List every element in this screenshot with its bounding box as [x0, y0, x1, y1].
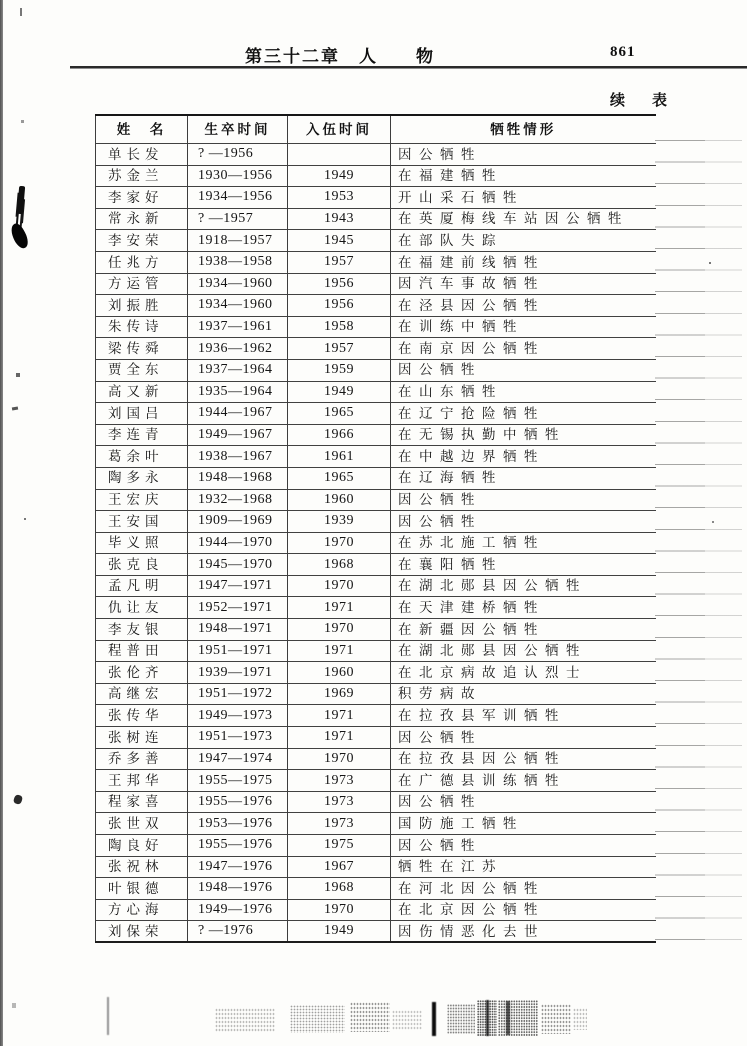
cell-name: 刘振胜 [96, 295, 188, 317]
scan-noise [350, 1002, 390, 1032]
scan-noise [392, 1010, 422, 1030]
cell-lifespan: 1955—1975 [188, 770, 288, 792]
cell-circumstance: 因公牺牲 [391, 835, 656, 857]
cell-circumstance: 在辽宁抢险牺牲 [391, 403, 656, 425]
cell-lifespan: 1947—1974 [188, 748, 288, 770]
scan-speck [16, 373, 20, 377]
cell-enlistment: 1970 [288, 748, 391, 770]
cell-circumstance: 在福建前线牺牲 [391, 251, 656, 273]
cell-lifespan: ? —1956 [188, 144, 288, 166]
cell-name: 程普田 [96, 640, 188, 662]
cell-lifespan: 1934—1956 [188, 187, 288, 209]
cell-name: 梁传舜 [96, 338, 188, 360]
cell-name: 任兆方 [96, 251, 188, 273]
cell-circumstance: 在广德县训练牺牲 [391, 770, 656, 792]
table-row [96, 381, 656, 403]
cell-name: 高又新 [96, 381, 188, 403]
row-rule-extension-faint [705, 140, 742, 943]
table-row [96, 467, 656, 489]
cell-enlistment: 1945 [288, 230, 391, 252]
cell-lifespan: 1937—1964 [188, 359, 288, 381]
cell-circumstance: 在襄阳牺牲 [391, 554, 656, 576]
table-row [96, 208, 656, 230]
cell-circumstance: 在河北因公牺牲 [391, 878, 656, 900]
cell-enlistment: 1959 [288, 359, 391, 381]
table-row [96, 295, 656, 317]
cell-circumstance: 开山采石牺牲 [391, 187, 656, 209]
cell-name: 仇让友 [96, 597, 188, 619]
continued-table-label: 续 表 [610, 93, 674, 109]
cell-name: 高继宏 [96, 683, 188, 705]
cell-circumstance: 在拉孜县军训牺牲 [391, 705, 656, 727]
cell-circumstance: 因公牺牲 [391, 727, 656, 749]
cell-name: 常永新 [96, 208, 188, 230]
cell-name: 张克良 [96, 554, 188, 576]
table-row [96, 273, 656, 295]
cell-lifespan: 1934—1960 [188, 295, 288, 317]
scan-noise [447, 1004, 475, 1034]
table-row [96, 640, 656, 662]
scan-speck [13, 794, 24, 805]
cell-lifespan: 1948—1968 [188, 467, 288, 489]
cell-lifespan: 1948—1976 [188, 878, 288, 900]
cell-name: 陶良好 [96, 835, 188, 857]
cell-circumstance: 在北京病故追认烈士 [391, 662, 656, 684]
cell-name: 张祝林 [96, 856, 188, 878]
cell-enlistment: 1939 [288, 511, 391, 533]
cell-enlistment: 1960 [288, 662, 391, 684]
table-row [96, 770, 656, 792]
cell-enlistment: 1965 [288, 467, 391, 489]
cell-circumstance: 在英厦梅线车站因公牺牲 [391, 208, 656, 230]
cell-name: 程家喜 [96, 791, 188, 813]
table-row [96, 316, 656, 338]
scan-noise-bar [486, 1000, 489, 1036]
cell-name: 毕义照 [96, 532, 188, 554]
cell-circumstance: 国防施工牺牲 [391, 813, 656, 835]
scan-speck [12, 407, 18, 411]
cell-lifespan: 1951—1971 [188, 640, 288, 662]
cell-lifespan: 1937—1961 [188, 316, 288, 338]
scan-noise [498, 1000, 538, 1036]
cell-lifespan: 1947—1971 [188, 575, 288, 597]
page-number: 861 [610, 44, 636, 60]
cell-name: 孟凡明 [96, 575, 188, 597]
cell-lifespan: 1949—1973 [188, 705, 288, 727]
cell-lifespan: 1932—1968 [188, 489, 288, 511]
scan-noise [541, 1004, 571, 1034]
scan-ink-blot [17, 186, 25, 214]
cell-name: 乔多善 [96, 748, 188, 770]
cell-circumstance: 在部队失踪 [391, 230, 656, 252]
cell-lifespan: 1938—1958 [188, 251, 288, 273]
cell-name: 刘国吕 [96, 403, 188, 425]
cell-circumstance: 因公牺牲 [391, 144, 656, 166]
table-row [96, 403, 656, 425]
cell-lifespan: 1930—1956 [188, 165, 288, 187]
cell-enlistment: 1971 [288, 640, 391, 662]
cell-name: 方心海 [96, 899, 188, 921]
table-row [96, 511, 656, 533]
table-row [96, 554, 656, 576]
cell-name: 李连青 [96, 424, 188, 446]
cell-lifespan: 1951—1973 [188, 727, 288, 749]
cell-enlistment: 1943 [288, 208, 391, 230]
cell-lifespan: 1909—1969 [188, 511, 288, 533]
scan-noise [290, 1005, 345, 1033]
cell-name: 单长发 [96, 144, 188, 166]
table-row [96, 597, 656, 619]
table-row [96, 856, 656, 878]
cell-enlistment: 1958 [288, 316, 391, 338]
cell-name: 张传华 [96, 705, 188, 727]
cell-name: 王安国 [96, 511, 188, 533]
table-row [96, 446, 656, 468]
cell-name: 苏金兰 [96, 165, 188, 187]
table-row [96, 921, 656, 943]
table-row [96, 359, 656, 381]
table-row [96, 705, 656, 727]
cell-enlistment: 1961 [288, 446, 391, 468]
cell-name: 叶银德 [96, 878, 188, 900]
table-row [96, 835, 656, 857]
table-row [96, 878, 656, 900]
table-header-row [96, 115, 656, 144]
cell-name: 李安荣 [96, 230, 188, 252]
cell-circumstance: 因公牺牲 [391, 511, 656, 533]
cell-circumstance: 在山东牺牲 [391, 381, 656, 403]
cell-name: 陶多永 [96, 467, 188, 489]
cell-enlistment: 1965 [288, 403, 391, 425]
cell-lifespan: 1949—1976 [188, 899, 288, 921]
column-header-circumstance: 牺牲情形 [391, 115, 656, 144]
table-row [96, 575, 656, 597]
scan-speck [20, 8, 22, 16]
cell-circumstance: 在泾县因公牺牲 [391, 295, 656, 317]
cell-circumstance: 因汽车事故牺牲 [391, 273, 656, 295]
table-row [96, 251, 656, 273]
cell-lifespan: 1944—1967 [188, 403, 288, 425]
cell-enlistment: 1949 [288, 165, 391, 187]
cell-lifespan: 1949—1967 [188, 424, 288, 446]
cell-enlistment: 1973 [288, 813, 391, 835]
cell-enlistment: 1975 [288, 835, 391, 857]
table-row [96, 813, 656, 835]
scan-noise-line [107, 997, 109, 1035]
cell-enlistment: 1973 [288, 791, 391, 813]
cell-name: 贾全东 [96, 359, 188, 381]
cell-name: 朱传诗 [96, 316, 188, 338]
cell-enlistment: 1960 [288, 489, 391, 511]
cell-lifespan: 1934—1960 [188, 273, 288, 295]
table-row [96, 338, 656, 360]
cell-enlistment: 1967 [288, 856, 391, 878]
cell-circumstance: 在苏北施工牺牲 [391, 532, 656, 554]
cell-enlistment: 1968 [288, 554, 391, 576]
cell-name: 王邦华 [96, 770, 188, 792]
cell-lifespan: 1944—1970 [188, 532, 288, 554]
table-row [96, 791, 656, 813]
cell-name: 李友银 [96, 619, 188, 641]
scan-edge-shadow [0, 0, 3, 1046]
scan-speck [709, 262, 711, 264]
cell-circumstance: 在湖北郧县因公牺牲 [391, 640, 656, 662]
cell-lifespan: 1947—1976 [188, 856, 288, 878]
scan-ink-blot [8, 221, 32, 250]
cell-lifespan: 1951—1972 [188, 683, 288, 705]
cell-circumstance: 在北京因公牺牲 [391, 899, 656, 921]
chapter-title: 第三十二章 人 物 [245, 47, 435, 66]
cell-name: 刘保荣 [96, 921, 188, 943]
cell-circumstance: 在辽海牺牲 [391, 467, 656, 489]
cell-lifespan: 1945—1970 [188, 554, 288, 576]
column-header-lifespan: 生卒时间 [188, 115, 288, 144]
cell-circumstance: 牺牲在江苏 [391, 856, 656, 878]
cell-lifespan: 1938—1967 [188, 446, 288, 468]
table-row [96, 619, 656, 641]
cell-lifespan: 1955—1976 [188, 835, 288, 857]
row-rule-extension [655, 140, 705, 943]
cell-enlistment: 1970 [288, 899, 391, 921]
cell-enlistment: 1971 [288, 597, 391, 619]
cell-name: 张世双 [96, 813, 188, 835]
cell-lifespan: 1955—1976 [188, 791, 288, 813]
cell-name: 王宏庆 [96, 489, 188, 511]
cell-enlistment: 1957 [288, 338, 391, 360]
table-row [96, 230, 656, 252]
table-row [96, 165, 656, 187]
cell-enlistment: 1949 [288, 381, 391, 403]
scan-speck [12, 1003, 16, 1008]
cell-enlistment: 1956 [288, 273, 391, 295]
martyrs-table [95, 114, 656, 943]
cell-enlistment: 1956 [288, 295, 391, 317]
cell-enlistment: 1970 [288, 575, 391, 597]
scan-noise [573, 1008, 587, 1030]
cell-lifespan: 1939—1971 [188, 662, 288, 684]
cell-circumstance: 在南京因公牺牲 [391, 338, 656, 360]
cell-circumstance: 在湖北郧县因公牺牲 [391, 575, 656, 597]
scan-speck [712, 521, 714, 523]
cell-lifespan: 1952—1971 [188, 597, 288, 619]
cell-name: 方运管 [96, 273, 188, 295]
cell-lifespan: 1935—1964 [188, 381, 288, 403]
header-rule [70, 66, 747, 69]
cell-lifespan: ? —1957 [188, 208, 288, 230]
table-row [96, 683, 656, 705]
column-header-name: 姓 名 [96, 115, 188, 144]
cell-lifespan: 1953—1976 [188, 813, 288, 835]
cell-enlistment: 1969 [288, 683, 391, 705]
cell-enlistment: 1971 [288, 727, 391, 749]
table-row [96, 424, 656, 446]
cell-circumstance: 因伤情恶化去世 [391, 921, 656, 943]
cell-circumstance: 在训练中牺牲 [391, 316, 656, 338]
cell-name: 李家好 [96, 187, 188, 209]
cell-name: 张伦齐 [96, 662, 188, 684]
cell-enlistment: 1973 [288, 770, 391, 792]
table-row [96, 727, 656, 749]
table-row [96, 532, 656, 554]
table-row [96, 748, 656, 770]
cell-circumstance: 在福建牺牲 [391, 165, 656, 187]
table-row [96, 899, 656, 921]
cell-lifespan: 1936—1962 [188, 338, 288, 360]
table-row [96, 662, 656, 684]
table-row [96, 187, 656, 209]
scan-noise [215, 1008, 275, 1032]
cell-circumstance: 在天津建桥牺牲 [391, 597, 656, 619]
cell-lifespan: ? —1976 [188, 921, 288, 943]
cell-circumstance: 在拉孜县因公牺牲 [391, 748, 656, 770]
cell-enlistment: 1953 [288, 187, 391, 209]
cell-circumstance: 在新疆因公牺牲 [391, 619, 656, 641]
table-row [96, 489, 656, 511]
column-header-enlistment: 入伍时间 [288, 115, 391, 144]
cell-circumstance: 在中越边界牺牲 [391, 446, 656, 468]
cell-enlistment [288, 144, 391, 166]
cell-enlistment: 1970 [288, 619, 391, 641]
cell-enlistment: 1949 [288, 921, 391, 943]
cell-lifespan: 1918—1957 [188, 230, 288, 252]
cell-circumstance: 因公牺牲 [391, 791, 656, 813]
scan-speck [21, 120, 24, 123]
scan-noise-bar [506, 1001, 510, 1035]
cell-name: 葛余叶 [96, 446, 188, 468]
cell-enlistment: 1957 [288, 251, 391, 273]
cell-name: 张树连 [96, 727, 188, 749]
table-body [96, 144, 656, 943]
cell-lifespan: 1948—1971 [188, 619, 288, 641]
cell-circumstance: 积劳病故 [391, 683, 656, 705]
cell-enlistment: 1971 [288, 705, 391, 727]
cell-enlistment: 1970 [288, 532, 391, 554]
table-row [96, 144, 656, 166]
cell-circumstance: 因公牺牲 [391, 489, 656, 511]
scan-noise-bar [432, 1002, 436, 1036]
cell-circumstance: 因公牺牲 [391, 359, 656, 381]
cell-enlistment: 1966 [288, 424, 391, 446]
cell-enlistment: 1968 [288, 878, 391, 900]
scan-speck [24, 518, 26, 520]
cell-circumstance: 在无锡执勤中牺牲 [391, 424, 656, 446]
